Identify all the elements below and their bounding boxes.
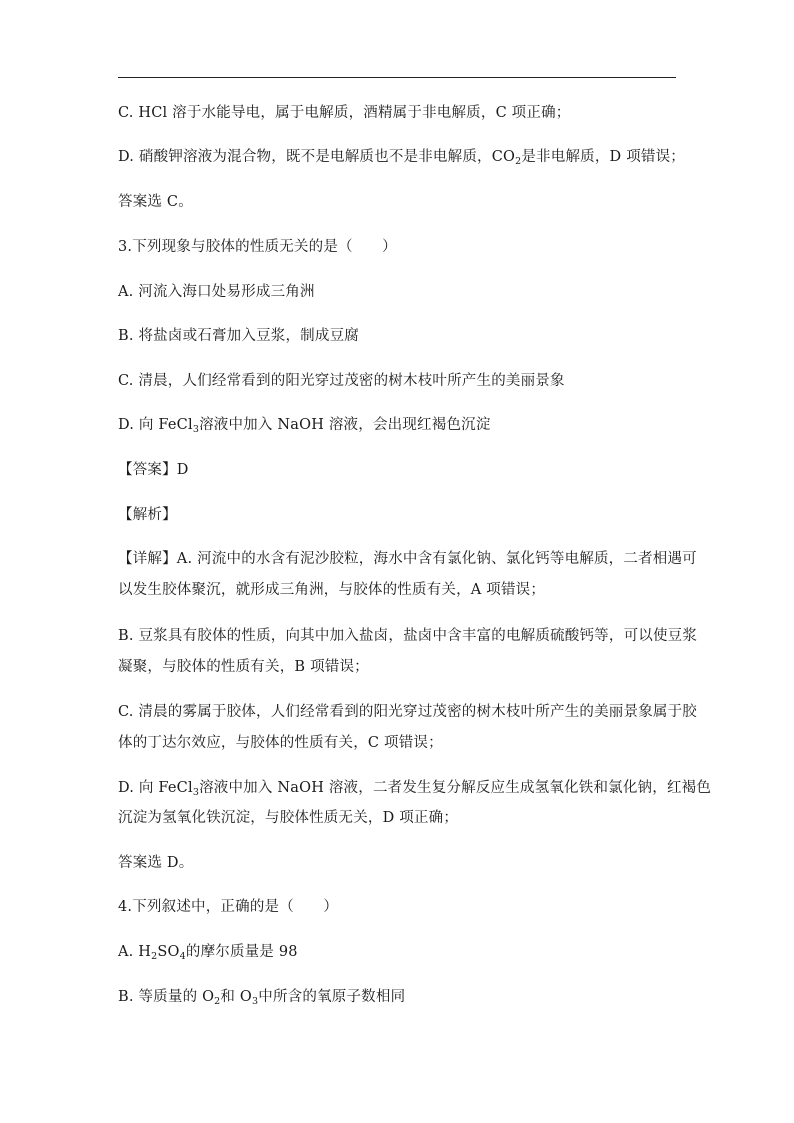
text-span: D. 硝酸钾溶液为混合物，既不是电解质也不是非电解质，CO: [118, 149, 516, 165]
subscript: 3: [252, 996, 259, 1007]
text-span: 溶液中加入 NaOH 溶液，二者发生复分解反应生成氢氧化铁和氯化钠，红褐色: [199, 780, 712, 796]
text-line: [118, 147, 685, 167]
text-span: 是非电解质，D 项错误；: [521, 149, 685, 165]
subscript: 2: [214, 996, 221, 1007]
subscript: 2: [515, 156, 522, 167]
text-span: 和 O: [220, 989, 253, 1005]
text-line: 答案选 C。: [118, 194, 193, 210]
text-line: 【详解】A. 河流中的水含有泥沙胶粒，海水中含有氯化钠、氯化钙等电解质，二者相遇可: [118, 551, 697, 567]
option-a: A. 河流入海口处易形成三角洲: [118, 284, 315, 300]
text-span: D. 向 FeCl: [118, 780, 193, 796]
option-d: [118, 415, 491, 435]
text-span: SO: [157, 944, 180, 960]
option-a: [118, 942, 298, 962]
text-line: 沉淀为氢氧化铁沉淀，与胶体性质无关，D 项正确；: [118, 810, 459, 826]
text-line: C. 清晨的雾属于胶体，人们经常看到的阳光穿过茂密的树木枝叶所产生的美丽景象属于胶: [118, 704, 697, 720]
question-3: 3.下列现象与胶体的性质无关的是（ ）: [118, 239, 397, 255]
subscript: 3: [192, 787, 200, 798]
answer-label: 【答案】D: [118, 462, 189, 478]
subscript: 4: [179, 951, 186, 962]
text-line: 凝聚，与胶体的性质有关，B 项错误；: [118, 659, 369, 675]
text-line: 体的丁达尔效应，与胶体的性质有关，C 项错误；: [118, 735, 443, 751]
text-span: B. 等质量的 O: [118, 989, 215, 1005]
text-span: 的摩尔质量是 98: [185, 944, 298, 960]
text-line: B. 豆浆具有胶体的性质，向其中加入盐卤，盐卤中含丰富的电解质硫酸钙等，可以使豆浆: [118, 628, 698, 644]
text-span: D. 向 FeCl: [118, 417, 193, 433]
header-rule: [118, 77, 676, 78]
option-b: B. 将盐卤或石膏加入豆浆，制成豆腐: [118, 328, 359, 344]
subscript: 3: [192, 424, 200, 435]
text-line: [118, 778, 711, 798]
analysis-label: 【解析】: [118, 507, 177, 523]
option-b: [118, 987, 405, 1007]
text-span: 中所含的氧原子数相同: [258, 989, 406, 1005]
text-line: 答案选 D。: [118, 855, 194, 871]
text-line: 以发生胶体聚沉，就形成三角洲，与胶体的性质有关，A 项错误；: [118, 582, 546, 598]
subscript: 2: [151, 951, 158, 962]
text-line: C. HCl 溶于水能导电，属于电解质，酒精属于非电解质，C 项正确；: [118, 105, 571, 121]
text-span: A. H: [118, 944, 152, 960]
option-c: C. 清晨，人们经常看到的阳光穿过茂密的树木枝叶所产生的美丽景象: [118, 373, 565, 389]
question-4: 4.下列叙述中，正确的是（ ）: [118, 899, 339, 915]
text-span: 溶液中加入 NaOH 溶液，会出现红褐色沉淀: [199, 417, 491, 433]
